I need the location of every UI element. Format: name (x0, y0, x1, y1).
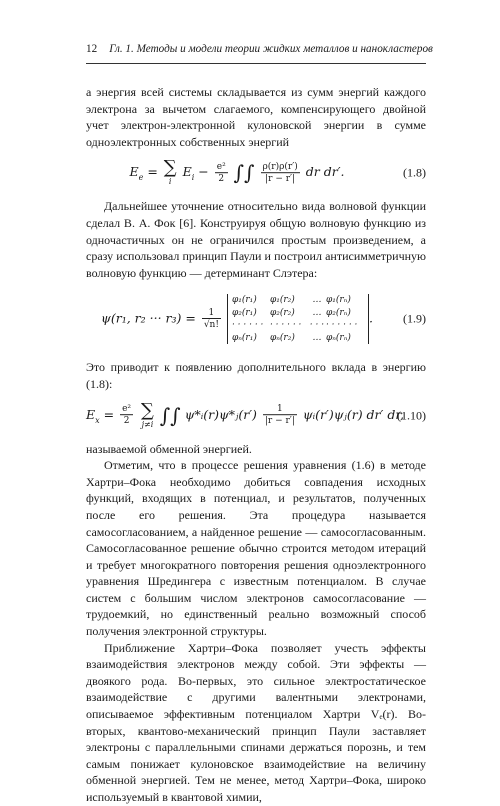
equation-1-8 (86, 153, 426, 193)
equation-1-8-math: $E_e$ = ∑ i $E_i$ − $\frac{\text{e²}}{2}$ ∫∫ $\frac{\rho(r)\rho(r')}{|r - r'|}$ dr dr′. (129, 157, 345, 187)
paragraph-5: Отметим, что в процессе решения уравнения (1.6) в методе Хартри–Фока необходимо добиться совпадения исходных функций, входящих в потенциал, и результатов, полученных после его решения. Эта процедура называется самосогласованием, а найденное решение — самосогласованным. Самосогласованное решение обычно строится методом итераций и требует многократного повторения решения одноэлектронного уравнения Шредингера с известным потенциалом. В случае систем с большим числом электронов самосогласование — трудоемкий, но единственный реально возможный способ получения электронной структуры. (86, 458, 426, 639)
equation-number-1-8: (1.8) (403, 166, 426, 181)
paragraph-2: Дальнейшее уточнение относительно вида волновой функции сделал В. А. Фок [6]. Конструируя общую волновую функцию из одночастичных он не ограничился простым произведением, а сразу использовал принцип Паули и построил антисимметричную волновую функцию — детерминант Слэтера: (86, 199, 426, 280)
paragraph-3: Это приводит к появлению дополнительного вклада в энергию (1.8): (86, 360, 426, 391)
running-title: Гл. 1. Методы и модели теории жидких металлов и нанокластеров (109, 43, 433, 55)
equation-1-10-math: $E_x$ = $\frac{\text{e²}}{2}$ ∑ j≠i ∫∫ ψ*ᵢ(r)ψ*ⱼ(r′) $\frac{1}{|r - r'|}$ ψᵢ(r′)ψⱼ(r) dr′ dr, (86, 399, 404, 429)
paragraph-4: называемой обменной энергией. (86, 441, 252, 456)
slater-determinant: φ₁(r₁) φ₁(r₂) … φ₁(rₙ) φ₂(r₁) φ₂(r₂) … φ₂(rₙ) · · · · · · · · · · · · · · · · · · · · · φₙ(r₁) φₙ(r₂) … φₙ(rₙ) (227, 294, 369, 344)
equation-1-9-math: ψ(r₁, r₂ ··· r₃) = $\frac{1}{√n!}$ φ₁(r₁) φ₁(r₂) … φ₁(rₙ) φ₂(r₁) φ₂(r₂) … φ₂(rₙ) · · · · · · · · · · · · · · · · · · · · · φₙ(r₁) φₙ(r₂) … φₙ(rₙ) . (101, 295, 373, 343)
paragraph-6: Приближение Хартри–Фока позволяет учесть эффекты взаимодействия электронов между собой. Эти эффекты — двоякого рода. Во-первых, это сильное электростатическое взаимодействие с другими валентными электронами, описываемое эффективным потенциалом Хартри Vₑ(r). Во-вторых, квантово-механический принцип Паули заставляет электроны с параллельными спинами держаться порознь, и тем самым понижает кулоновское взаимодействие на величину обменной энергией. Тем не менее, метод Хартри–Фока, широко используемый в квантовой химии, (86, 640, 426, 804)
running-header (86, 43, 433, 61)
page-number: 12 (86, 43, 98, 55)
equation-1-9 (86, 284, 426, 354)
text-body (86, 84, 426, 806)
equation-1-10 (86, 396, 426, 436)
equation-number-1-9: (1.9) (403, 312, 426, 327)
header-rule (86, 63, 426, 64)
equation-number-1-10: (1.10) (397, 408, 426, 423)
paragraph-1: а энергия всей системы складывается из сумм энергий каждого электрона за вычетом слагаемого, компенсирующего двойной учет электрон-электронной кулоновской энергии в сумме одноэлектронных собственных энергий (86, 85, 426, 149)
